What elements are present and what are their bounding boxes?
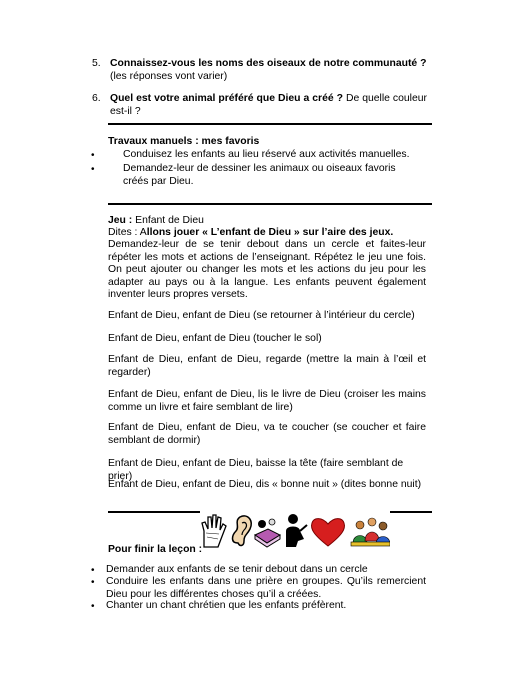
item-6-number: 6.	[92, 93, 101, 104]
bullet-icon: •	[91, 150, 95, 161]
question-6	[110, 93, 427, 118]
game-line-7: Enfant de Dieu, enfant de Dieu, dis « bonne nuit » (dites bonne nuit)	[108, 479, 422, 490]
section-divider	[108, 203, 432, 205]
closing-title: Pour finir la leçon :	[108, 544, 203, 555]
section-divider	[108, 123, 432, 125]
game-intro: Demandez-leur de se tenir debout dans un cercle et faites-leur répéter les mots et actions de l’enseignant. Répétez le jeu une fois. On peut ajouter ou changer les mots et les actions du jeu pour les adapter au pays ou à la langue. Les enfants peuvent également inventer leurs propres versets.	[108, 239, 426, 300]
bullet-icon: •	[91, 164, 95, 175]
senses-icon-strip	[200, 513, 390, 549]
section-divider	[108, 511, 200, 513]
item-5-number: 5.	[92, 58, 101, 69]
book-icon	[255, 519, 280, 547]
praying-person-icon	[286, 514, 307, 547]
game-title: Jeu : Enfant de Dieu	[108, 215, 204, 226]
closing-bullet-3: Chanter un chant chrétien que les enfants préfèrent.	[106, 600, 347, 611]
bullet-icon: •	[91, 565, 95, 576]
game-line-6: Enfant de Dieu, enfant de Dieu, baisse la tête (faire semblant de prier)	[108, 458, 404, 482]
children-group-icon	[351, 518, 390, 546]
question-5	[110, 58, 427, 83]
ear-icon	[233, 516, 252, 546]
game-say: Dites : Allons jouer « L’enfant de Dieu » sur l’aire des jeux.	[108, 227, 394, 238]
question-5-answer: (les réponses vont varier)	[110, 70, 228, 82]
bullet-icon: •	[91, 601, 95, 612]
question-5-bold: Connaissez-vous les noms des oiseaux de notre communauté ?	[110, 58, 427, 69]
question-6-bold: Quel est votre animal préféré que Dieu a créé ?	[110, 93, 343, 104]
closing-bullet-1: Demander aux enfants de se tenir debout dans un cercle	[106, 564, 368, 575]
game-line-5: Enfant de Dieu, enfant de Dieu, va te coucher (se coucher et faire semblant de dormir)	[108, 422, 426, 446]
crafts-bullet-2: Demandez-leur de dessiner les animaux ou oiseaux favoris créés par Dieu.	[123, 163, 396, 187]
crafts-bullet-1: Conduisez les enfants au lieu réservé aux activités manuelles.	[123, 149, 410, 160]
section-divider	[390, 511, 432, 513]
bullet-icon: •	[91, 577, 95, 588]
game-line-2: Enfant de Dieu, enfant de Dieu (toucher le sol)	[108, 333, 322, 344]
question-6-rest: De quelle couleur est-il ?	[110, 93, 427, 117]
closing-bullet-2: Conduire les enfants dans une prière en groupes. Qu’ils remercient Dieu pour les différentes choses qu’il a créées.	[106, 576, 426, 600]
game-line-1: Enfant de Dieu, enfant de Dieu (se retourner à l’intérieur du cercle)	[108, 310, 415, 321]
heart-icon	[312, 519, 345, 546]
crafts-title: Travaux manuels : mes favoris	[108, 136, 260, 147]
hand-icon	[202, 515, 226, 547]
game-line-4: Enfant de Dieu, enfant de Dieu, lis le livre de Dieu (croiser les mains comme un livre et faire semblant de lire)	[108, 389, 426, 413]
game-line-3: Enfant de Dieu, enfant de Dieu, regarde (mettre la main à l’œil et regarder)	[108, 354, 426, 378]
